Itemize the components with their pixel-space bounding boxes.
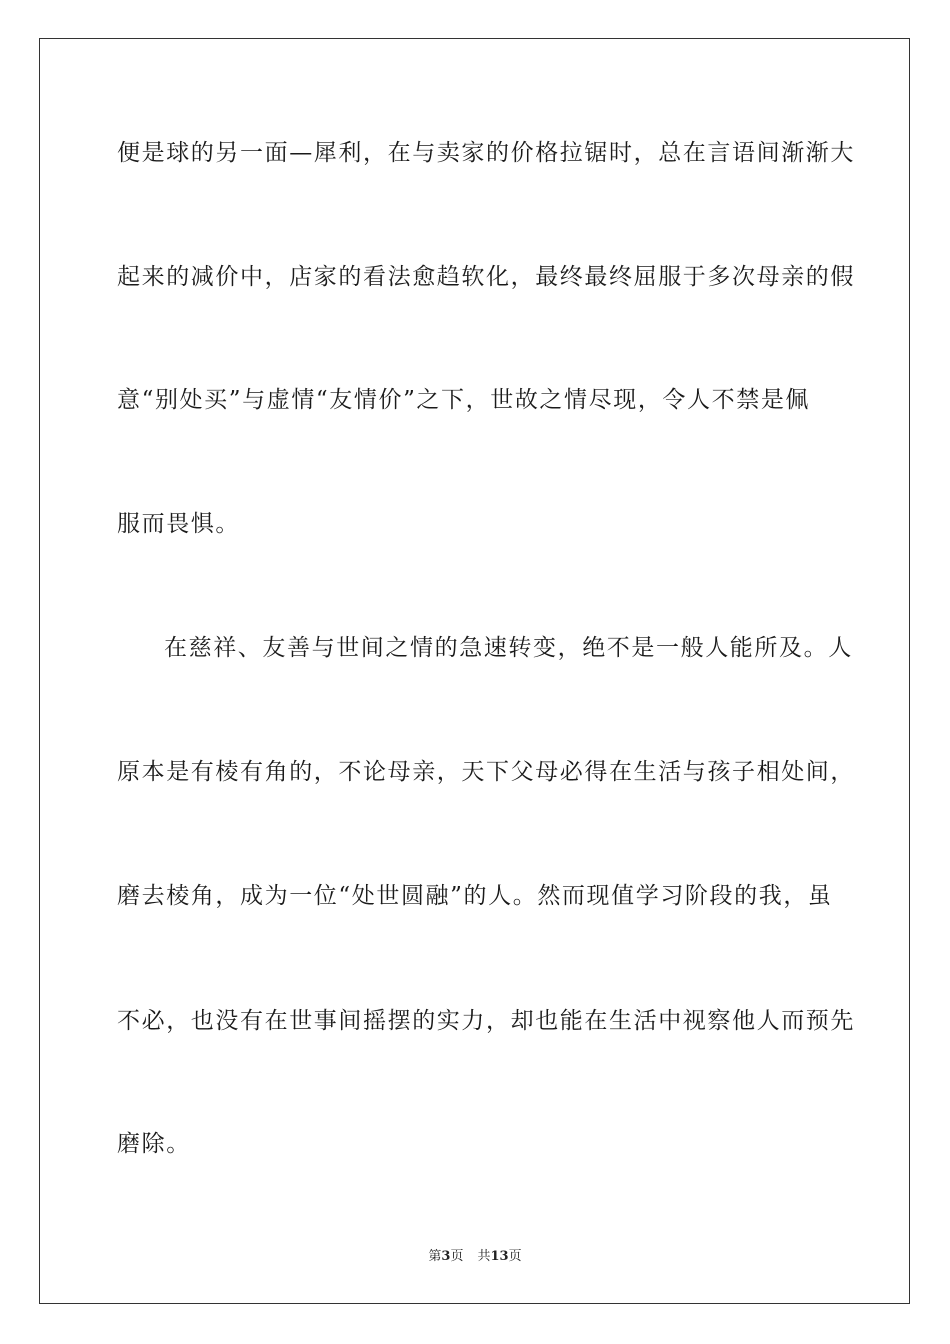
page-border: [39, 38, 910, 1304]
text-line: 磨除。: [117, 1131, 191, 1157]
page-prefix: 第: [428, 1249, 442, 1264]
page-footer: [0, 1248, 950, 1266]
text-line: 便是球的另一面—犀利，在与卖家的价格拉锯时，总在言语间渐渐大: [117, 140, 855, 166]
total-suffix: 页: [508, 1249, 522, 1264]
page-number: 3: [441, 1249, 451, 1264]
text-line: 磨去棱角，成为一位“处世圆融”的人。然而现值学习阶段的我，虽: [117, 883, 833, 909]
text-line: 意“别处买”与虚情“友情价”之下，世故之情尽现，令人不禁是佩: [117, 387, 811, 413]
text-line: 服而畏惧。: [117, 511, 240, 537]
text-line: 在慈祥、友善与世间之情的急速转变，绝不是一般人能所及。人: [164, 635, 853, 661]
total-pages: 13: [490, 1249, 509, 1264]
text-line: 不必，也没有在世事间摇摆的实力，却也能在生活中视察他人而预先: [117, 1008, 855, 1034]
page-suffix: 页: [450, 1249, 464, 1264]
text-line: 原本是有棱有角的，不论母亲，天下父母必得在生活与孩子相处间，: [117, 759, 855, 785]
total-prefix: 共: [477, 1249, 491, 1264]
text-line: 起来的减价中，店家的看法愈趋软化，最终最终屈服于多次母亲的假: [117, 264, 855, 290]
